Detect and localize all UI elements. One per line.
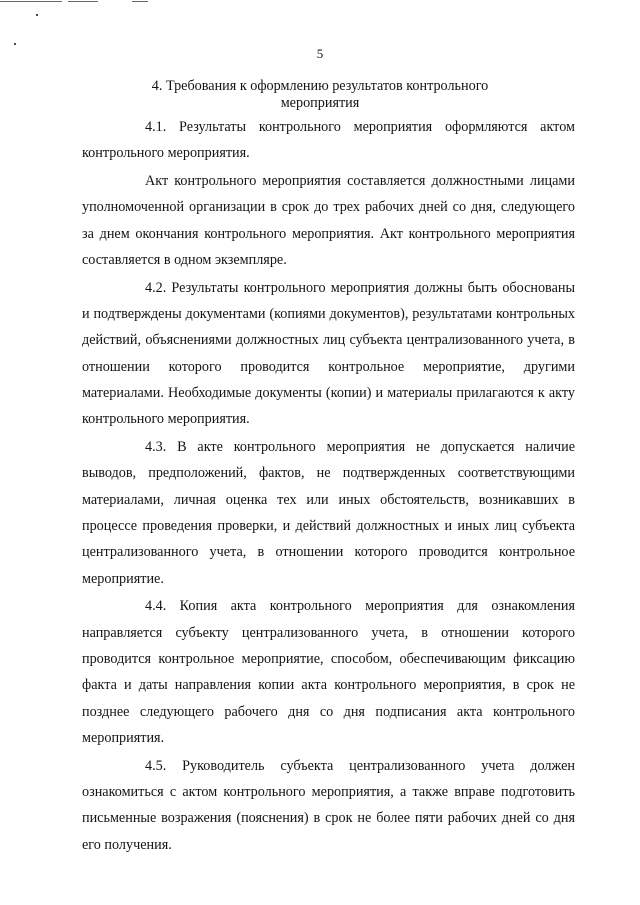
paragraph-4-1: 4.1. Результаты контрольного мероприятия оформляются актом контрольного мероприятия.: [82, 119, 575, 162]
section-heading-line: 4. Требования к оформлению результатов контрольного: [151, 78, 489, 94]
section-heading-line: мероприятия: [280, 95, 360, 111]
section-heading: [120, 78, 520, 112]
paragraph-act-drafting: Акт контрольного мероприятия составляется должностными лицами уполномоченной организации в срок до трех рабочих дней со дня, следующего за днем окончания контрольного мероприятия. Акт контрольного мероприятия составляется в одном экземпляре.: [82, 173, 575, 268]
scan-edge-line: [0, 1, 62, 2]
paragraph-4-2: 4.2. Результаты контрольного мероприятия должны быть обоснованы и подтверждены документами (копиями документов), результатами контрольных действий, объяснениями должностных лиц субъекта централизованного учета, в отношении которого проводится контрольное мероприятие, другими материалами. Необходимые документы (копии) и материалы прилагаются к акту контрольного мероприятия.: [82, 279, 575, 428]
paragraph-4-5: 4.5. Руководитель субъекта централизованного учета должен ознакомиться с актом контрольного мероприятия, а также вправе подготовить письменные возражения (пояснения) в срок не более пяти рабочих дней со дня его получения.: [82, 757, 575, 853]
scan-edge-line: [68, 1, 98, 2]
document-body: [82, 114, 575, 859]
paragraph-4-4: 4.4. Копия акта контрольного мероприятия для ознакомления направляется субъекту централизованного учета, в отношении которого проводится контрольное мероприятие, способом, обеспечивающим фиксацию факта и даты направления копии акта контрольного мероприятия, в срок не позднее следующего рабочего дня со дня подписания акта контрольного мероприятия.: [82, 598, 575, 746]
scan-edge-line: [132, 1, 148, 2]
scan-speck: [14, 43, 16, 45]
scan-speck: [36, 14, 38, 16]
page-number: 5: [316, 46, 324, 61]
paragraph-4-3: 4.3. В акте контрольного мероприятия не допускается наличие выводов, предположений, фактов, не подтвержденных соответствующими материалами, личная оценка тех или иных обстоятельств, возникавших в процессе проведения проверки, и действий должностных и иных лиц субъекта централизованного учета, в отношении которого проводится контрольное мероприятие.: [82, 439, 575, 587]
